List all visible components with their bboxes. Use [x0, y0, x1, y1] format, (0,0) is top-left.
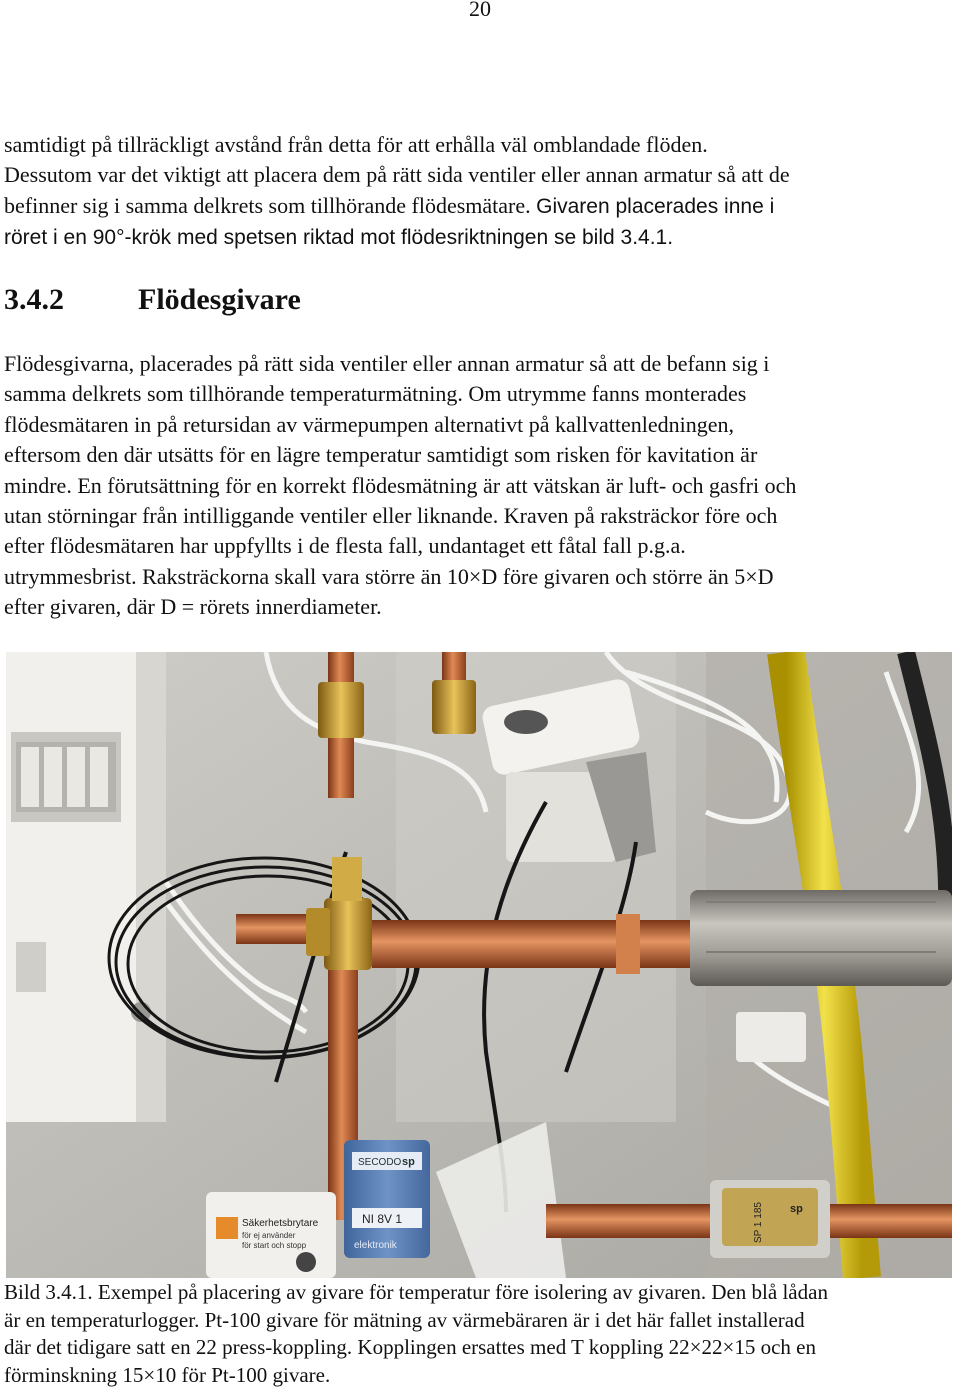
section-number: 3.4.2	[4, 283, 64, 316]
caption-line-3: där det tidigare satt en 22 press-koppling. Kopplingen ersattes med T koppling 22×22×15 och en	[4, 1335, 817, 1360]
logger-label: SECODO	[358, 1157, 402, 1168]
section-heading	[4, 283, 301, 317]
switch-sub-2: för start och stopp	[242, 1241, 307, 1250]
body-line-1: Flödesgivarna, placerades på rätt sida ventiler eller annan armatur så att de befann sig i	[4, 351, 770, 376]
page-number: 20	[469, 0, 491, 21]
temperature-logger	[344, 1140, 430, 1258]
caption-line-4: förminskning 15×10 för Pt-100 givare.	[4, 1362, 331, 1387]
caption-line-2: är en temperaturlogger. Pt-100 givare för mätning av värmebäraren är i det här fallet installerad	[4, 1307, 805, 1332]
switch-title: Säkerhetsbrytare	[242, 1218, 319, 1229]
body-line-6: utan störningar från intilliggande ventiler eller liknande. Kraven på raksträckor före och	[4, 503, 778, 529]
section-title: Flödesgivare	[138, 283, 301, 316]
body-line-8: utrymmesbrist. Raksträckorna skall vara större än 10×D före givaren och större än 5×D	[4, 563, 774, 589]
flow-sensor	[710, 1180, 830, 1258]
intro-sans-part-2: röret i en 90°-krök med spetsen riktad mot flödesriktningen se bild 3.4.1.	[4, 226, 674, 250]
figure-caption	[4, 1279, 954, 1389]
intro-line-3: befinner sig i samma delkrets som tillhörande flödesmätare.	[4, 192, 537, 218]
sensor-text: SP 1 185	[753, 1202, 764, 1243]
body-line-4: eftersom den där utsätts för en lägre temperatur samtidigt som risken för kavitation är	[4, 442, 758, 468]
body-line-2: samma delkrets som tillhörande temperaturmätning. Om utrymme fanns monterades	[4, 381, 747, 407]
switch-sub: för ej använder	[242, 1231, 296, 1240]
intro-line-2: Dessutom var det viktigt att placera dem på rätt sida ventiler eller annan armatur så att de	[4, 162, 790, 188]
body-line-3: flödesmätaren in på retursidan av värmepumpen alternativt på kallvattenledningen,	[4, 411, 735, 437]
logger-text: NI 8V 1	[362, 1212, 403, 1226]
body-line-5: mindre. En förutsättning för en korrekt flödesmätning är att vätskan är luft- och gasfri och	[4, 472, 797, 498]
logger-brand: sp	[402, 1156, 415, 1168]
insulated-pipe	[690, 890, 952, 986]
copper-pipe-main	[372, 920, 690, 968]
logger-footer: elektronik	[354, 1240, 397, 1251]
installation-photo	[6, 652, 952, 1278]
body-paragraph	[4, 349, 954, 623]
caption-line-1: Bild 3.4.1. Exempel på placering av givare för temperatur före isolering av givaren. Den blå lådan	[4, 1280, 828, 1304]
body-line-9: efter givaren, där D = rörets innerdiameter.	[4, 594, 382, 620]
electrical-cabinet	[6, 652, 166, 1122]
intro-line-1: samtidigt på tillräckligt avstånd från detta för att erhålla väl omblandade flöden.	[4, 132, 708, 157]
intro-paragraph	[4, 130, 954, 254]
intro-sans-part-1: Givaren placerades inne i	[536, 194, 775, 218]
safety-switch-box	[206, 1192, 336, 1278]
sensor-brand: sp	[790, 1203, 803, 1215]
body-line-7: efter flödesmätaren har uppfyllts i de flesta fall, undantaget ett fåtal fall p.g.a.	[4, 533, 686, 559]
